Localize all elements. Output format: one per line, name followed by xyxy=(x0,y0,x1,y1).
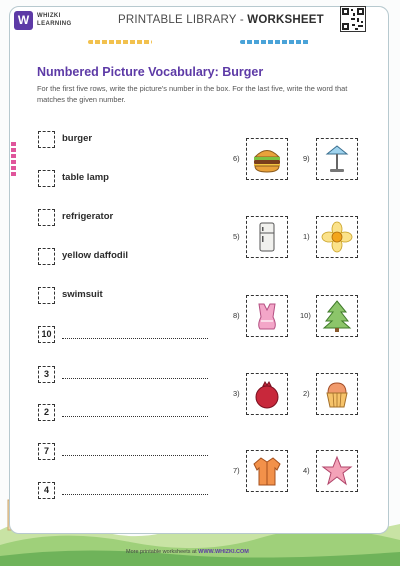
footer-site-link[interactable]: WWW.WHIZKI.COM xyxy=(198,549,249,555)
picture-box-9 xyxy=(316,138,358,180)
burger-icon xyxy=(250,142,284,176)
word-5: swimsuit xyxy=(62,289,103,300)
answer-box-4[interactable] xyxy=(38,248,55,265)
picture-label-5: 5) xyxy=(233,232,240,241)
library-bold: WORKSHEET xyxy=(247,14,324,26)
number-box-7: 3 xyxy=(38,366,55,383)
answer-box-3[interactable] xyxy=(38,209,55,226)
word-2: table lamp xyxy=(62,172,109,183)
table-lamp-icon xyxy=(320,142,354,176)
answer-line-8[interactable] xyxy=(62,416,208,417)
logo-text xyxy=(37,12,72,28)
word-1: burger xyxy=(62,133,93,144)
answer-line-7[interactable] xyxy=(62,378,208,379)
pomegranate-icon xyxy=(250,377,284,411)
picture-box-3 xyxy=(246,373,288,415)
number-box-6: 10 xyxy=(38,326,55,343)
answer-line-6[interactable] xyxy=(62,338,208,339)
picture-box-6 xyxy=(246,138,288,180)
answer-box-2[interactable] xyxy=(38,170,55,187)
starfish-icon xyxy=(320,454,354,488)
library-title xyxy=(118,14,324,26)
answer-line-10[interactable] xyxy=(62,494,208,495)
picture-box-8 xyxy=(246,295,288,337)
logo-line1: WHIZKI xyxy=(37,13,61,19)
logo-line2: LEARNING xyxy=(37,21,72,27)
instructions: For the first five rows, write the picture's number in the box. For the last five, write the word that matches the given number. xyxy=(37,84,348,104)
swimsuit-icon xyxy=(250,299,284,333)
picture-box-5 xyxy=(246,216,288,258)
answer-box-1[interactable] xyxy=(38,131,55,148)
tree-icon xyxy=(320,299,354,333)
library-label: PRINTABLE LIBRARY - xyxy=(118,14,248,26)
footer-prefix: More printable worksheets at xyxy=(126,549,199,555)
qr-code-icon xyxy=(340,6,366,32)
answer-box-5[interactable] xyxy=(38,287,55,304)
picture-label-4: 4) xyxy=(303,466,310,475)
picture-label-3: 3) xyxy=(233,389,240,398)
picture-label-8: 8) xyxy=(233,311,240,320)
picture-label-2: 2) xyxy=(303,389,310,398)
word-3: refrigerator xyxy=(62,211,114,222)
cupcake-icon xyxy=(320,377,354,411)
picture-label-1: 1) xyxy=(303,232,310,241)
decor-stripe-pink xyxy=(11,142,16,178)
whizki-logo-icon: W xyxy=(14,11,33,30)
decor-bar-blue xyxy=(240,40,310,44)
daffodil-icon xyxy=(320,220,354,254)
picture-box-7 xyxy=(246,450,288,492)
picture-label-7: 7) xyxy=(233,466,240,475)
word-4: yellow daffodil xyxy=(62,250,128,261)
picture-label-10: 10) xyxy=(300,311,311,320)
decor-bar-yellow xyxy=(88,40,152,44)
jacket-icon xyxy=(250,454,284,488)
picture-box-1 xyxy=(316,216,358,258)
picture-label-6: 6) xyxy=(233,154,240,163)
number-box-9: 7 xyxy=(38,443,55,460)
picture-box-4 xyxy=(316,450,358,492)
worksheet-title: Numbered Picture Vocabulary: Burger xyxy=(37,65,264,79)
answer-line-9[interactable] xyxy=(62,455,208,456)
footer-text xyxy=(126,549,249,555)
number-box-8: 2 xyxy=(38,404,55,421)
picture-label-9: 9) xyxy=(303,154,310,163)
picture-box-2 xyxy=(316,373,358,415)
refrigerator-icon xyxy=(250,220,284,254)
number-box-10: 4 xyxy=(38,482,55,499)
picture-box-10 xyxy=(316,295,358,337)
